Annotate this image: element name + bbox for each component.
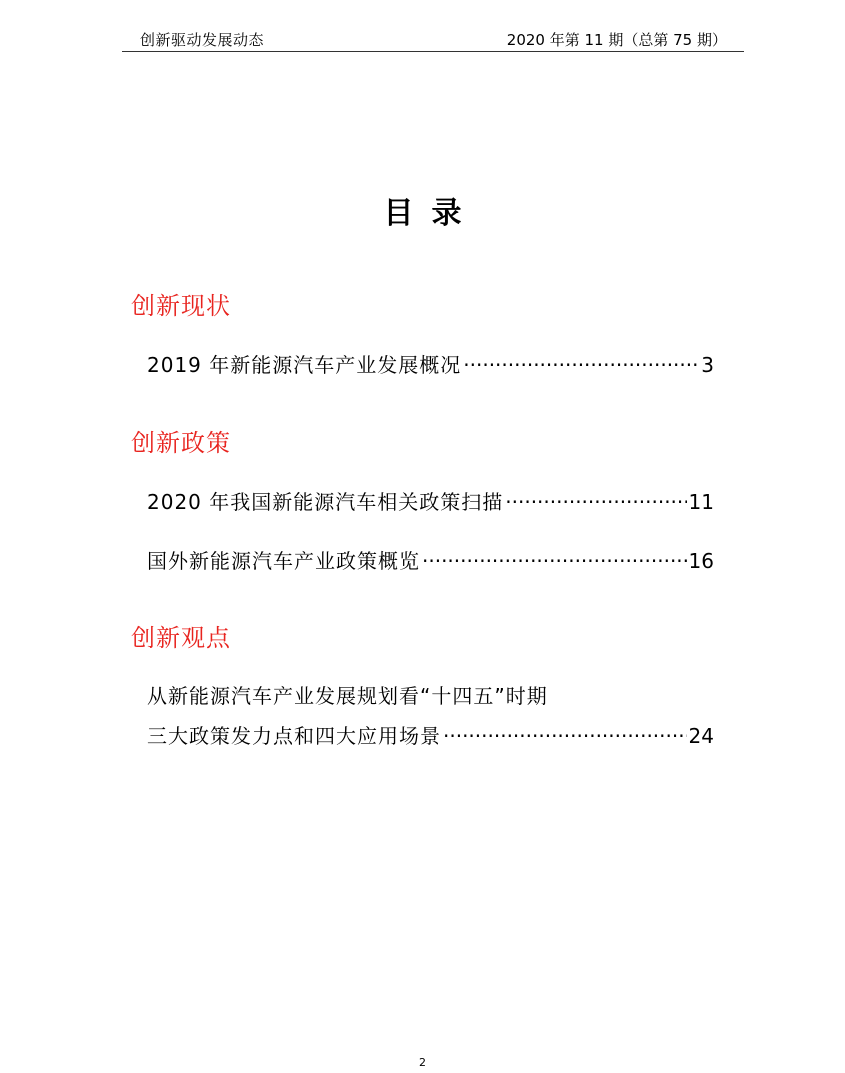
section-heading-viewpoint: 创新观点	[131, 624, 231, 652]
toc-entry-page: 11	[688, 490, 714, 514]
running-header-issue: 2020 年第 11 期（总第 75 期）	[506, 31, 727, 49]
toc-entry-title-line1[interactable]: 从新能源汽车产业发展规划看“十四五”时期	[147, 684, 548, 708]
toc-entry-title: 2019 年新能源汽车产业发展概况	[147, 353, 462, 377]
toc-entry-title: 2020 年我国新能源汽车相关政策扫描	[147, 490, 504, 514]
toc-entry[interactable]	[147, 486, 714, 515]
header-divider	[122, 51, 744, 52]
toc-entry-title: 国外新能源汽车产业政策概览	[147, 549, 420, 573]
dot-leader	[505, 490, 686, 514]
section-heading-policy: 创新政策	[131, 429, 231, 457]
toc-entry[interactable]	[147, 349, 714, 378]
toc-entry[interactable]	[147, 545, 714, 574]
toc-entry-page: 16	[688, 549, 714, 573]
running-header-title: 创新驱动发展动态	[140, 31, 265, 49]
toc-entry[interactable]	[147, 720, 714, 749]
page-number: 2	[419, 1056, 426, 1069]
toc-entry-page: 3	[701, 353, 714, 377]
dot-leader	[443, 724, 687, 748]
toc-entry-title: 三大政策发力点和四大应用场景	[147, 724, 441, 748]
toc-entry-page: 24	[688, 724, 714, 748]
section-heading-current-status: 创新现状	[131, 292, 231, 320]
dot-leader	[463, 353, 699, 377]
toc-title: 目录	[383, 196, 480, 231]
dot-leader	[422, 549, 687, 573]
